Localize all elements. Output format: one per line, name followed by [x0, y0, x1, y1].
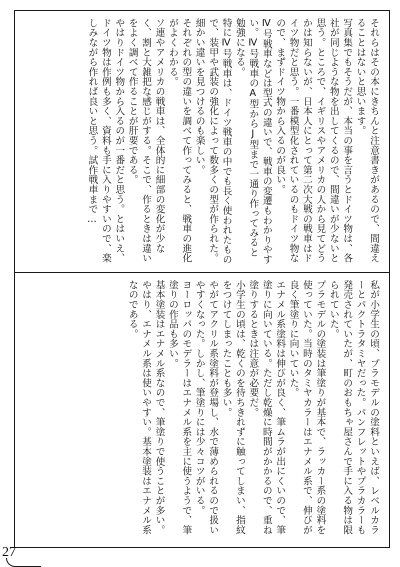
top-paragraph: やはりドイツ物から入るのが一番だと思う。とはいえ、ドイツ物は作例も多く、資料も手に入りやすいので、楽しみながら作れば良いと思う。試作戦車まで… — [86, 18, 125, 263]
bottom-text-panel — [126, 280, 380, 542]
bottom-paragraph: 私が小学生の頃、プラモデルの塗料といえば、レベルカラーとパクトラタミヤだった。パンフレットやプラカラーも発売されていたが、町のおもちゃ屋さんで手に入る物は限られていた。 — [327, 280, 379, 535]
top-paragraph: それぞれの型の違いを調べて作ってみると、戦車の進化がよくわかる。 — [166, 18, 192, 263]
bottom-paragraph: やがてアクリル系塗料が登場し、水で薄められるので扱いやすくなった。しかし、筆塗りには少々コツがいる。 — [193, 280, 219, 535]
bottom-paragraph: 基本塗装はエナメル系なので、筆塗りで使うことが多い。やはり、エナメル系は使いやすい。基本塗装はエナメル系なのである。 — [126, 280, 165, 535]
bottom-paragraph: ヨーロッパのモデラーはエナメル系を主に使うようで、筆塗りの作品も多い。 — [166, 280, 192, 535]
panel-divider — [14, 272, 390, 273]
top-paragraph: 写真集でもそうだが、本当の事を言うとドイツ物は、各社が同じような物を出してくるので、間違いが少ないと思う。ところで、イギリスやアメリカの人から見てどうかは知らないが、日本人にとって第二次大戦の戦車はドイツ物だと思う。一番模型化されているのもドイツ物なので、まずドイツ物から入るのが良い。 — [274, 18, 353, 263]
top-paragraph: Ⅳ号戦車などは型式の違いで、戦車の変遷もわかりやすい。Ⅳ号戦車のA型からJ型まで一通り作ってみると勉強になる。 — [233, 18, 272, 265]
top-paragraph: それらはその本にきちんと注意書きがあるので、間違えることはないと思います。 — [354, 18, 379, 263]
top-text-panel — [60, 18, 380, 266]
page-number: 27 — [2, 545, 16, 560]
bottom-paragraph: プラモデルの塗装は筆塗りが基本で、ラッカー系の塗料を使っていた。当時のタミヤカラーはエナメル系で、伸びが良く筆塗りに向いていた。 — [287, 280, 326, 535]
top-paragraph: 特にⅣ号戦車は、ドイツ戦車の中でも長く使われたもので、装甲や武装の強化によって数多くの型が作られた。細かい違いを見つけるのも楽しい。 — [193, 18, 232, 265]
top-paragraph: ソ連やアメリカの戦車は、全体的に細部の変化が少なく、割と大雑把な感じがする。そこで、作るときは違いをよく調べて作ることが肝要である。 — [126, 18, 165, 263]
bottom-paragraph: 小学生の頃は、乾くのを待ちきれずに触ってしまい、指紋をつけてしまったことも多い。 — [220, 280, 245, 535]
bottom-paragraph: エナメル系塗料は伸びが良く、筆ムラが出にくいので、筆塗りに向いている。ただし乾燥に時間がかかるので、重ね塗りするときは注意が必要だ。 — [247, 280, 286, 535]
